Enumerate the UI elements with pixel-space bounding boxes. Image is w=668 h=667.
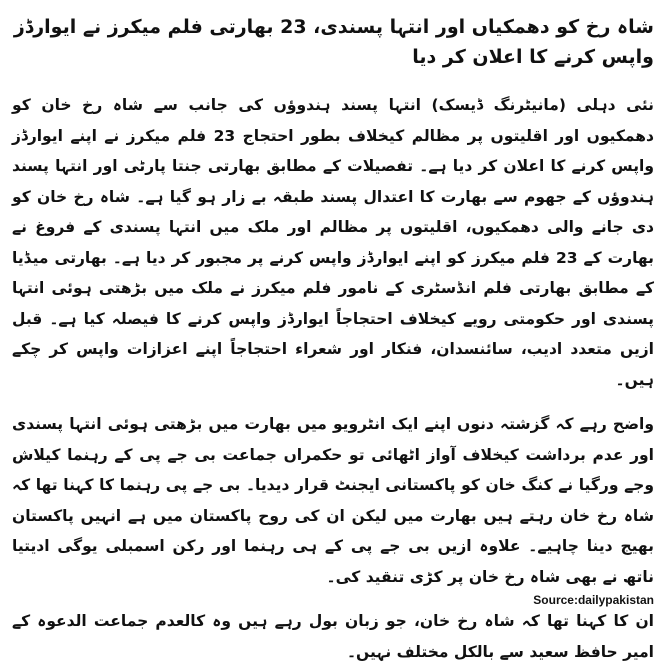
article-paragraph-3: ان کا کہنا تھا کہ شاہ رخ خان، جو زبان بول رہے ہیں وہ کالعدم جماعت الدعوہ کے امیر حافظ سعید سے بالکل مختلف نہیں۔ bbox=[12, 612, 654, 661]
article-paragraph-1: نئی دہلی (مانیٹرنگ ڈیسک) انتہا پسند ہندوؤں کی جانب سے شاہ رخ خان کو دھمکیوں اور اقلیتوں پر مظالم کیخلاف بطور احتجاج 23 فلم میکرز نے اپنے ایوارڈز واپس کرنے کا اعلان کر دیا ہے۔ تفصیلات کے مطابق بھارتی جنتا پارٹی اور انتہا پسند ہندوؤں کے جھوم سے بھارت کا اعتدال پسند طبقہ بے زار ہو گیا ہے۔ شاہ رخ خان کو دی جانے والی دھمکیوں، اقلیتوں پر مظالم اور ملک میں انتہا پسندی کے فروغ نے بھارت کے 23 فلم میکرز کو اپنے ایوارڈز واپس کرنے پر مجبور کر دیا ہے۔ بھارتی میڈیا کے مطابق بھارتی فلم انڈسٹری کے نامور فلم میکرز نے ملک میں بڑھتی ہوئی انتہا پسندی اور حکومتی رویے کیخلاف احتجاجاً ایوارڈز واپس کرنے کا فیصلہ کیا ہے۔ قبل ازیں متعدد ادیب، سائنسدان، فنکار اور شعراء احتجاجاً اپنے اعزازات واپس کر چکے ہیں۔ bbox=[12, 96, 654, 389]
article-headline: شاہ رخ کو دھمکیاں اور انتہا پسندی، 23 بھارتی فلم میکرز نے ایوارڈز واپس کرنے کا اعلان کر دیا bbox=[13, 16, 654, 68]
article-paragraph-2: واضح رہے کہ گزشتہ دنوں اپنے ایک انٹرویو میں بھارت میں بڑھتی ہوئی انتہا پسندی اور عدم برداشت کیخلاف آواز اٹھائی تو حکمراں جماعت بی جے پی کے رہنما کیلاش وجے ورگیا نے کنگ خان کو پاکستانی ایجنٹ قرار دیدیا۔ بی جے پی رہنما کا کہنا تھا کہ شاہ رخ خان رہتے ہیں بھارت میں لیکن ان کی روح پاکستان میں ہے انہیں پاکستان بھیج دینا چاہیے۔ علاوہ ازیں بی جے پی کے ہی رہنما اور رکن اسمبلی یوگی ادیتیا ناتھ نے بھی شاہ رخ خان پر کڑی تنقید کی۔ bbox=[12, 415, 654, 586]
source-credit: Source:dailypakistan bbox=[533, 593, 654, 607]
